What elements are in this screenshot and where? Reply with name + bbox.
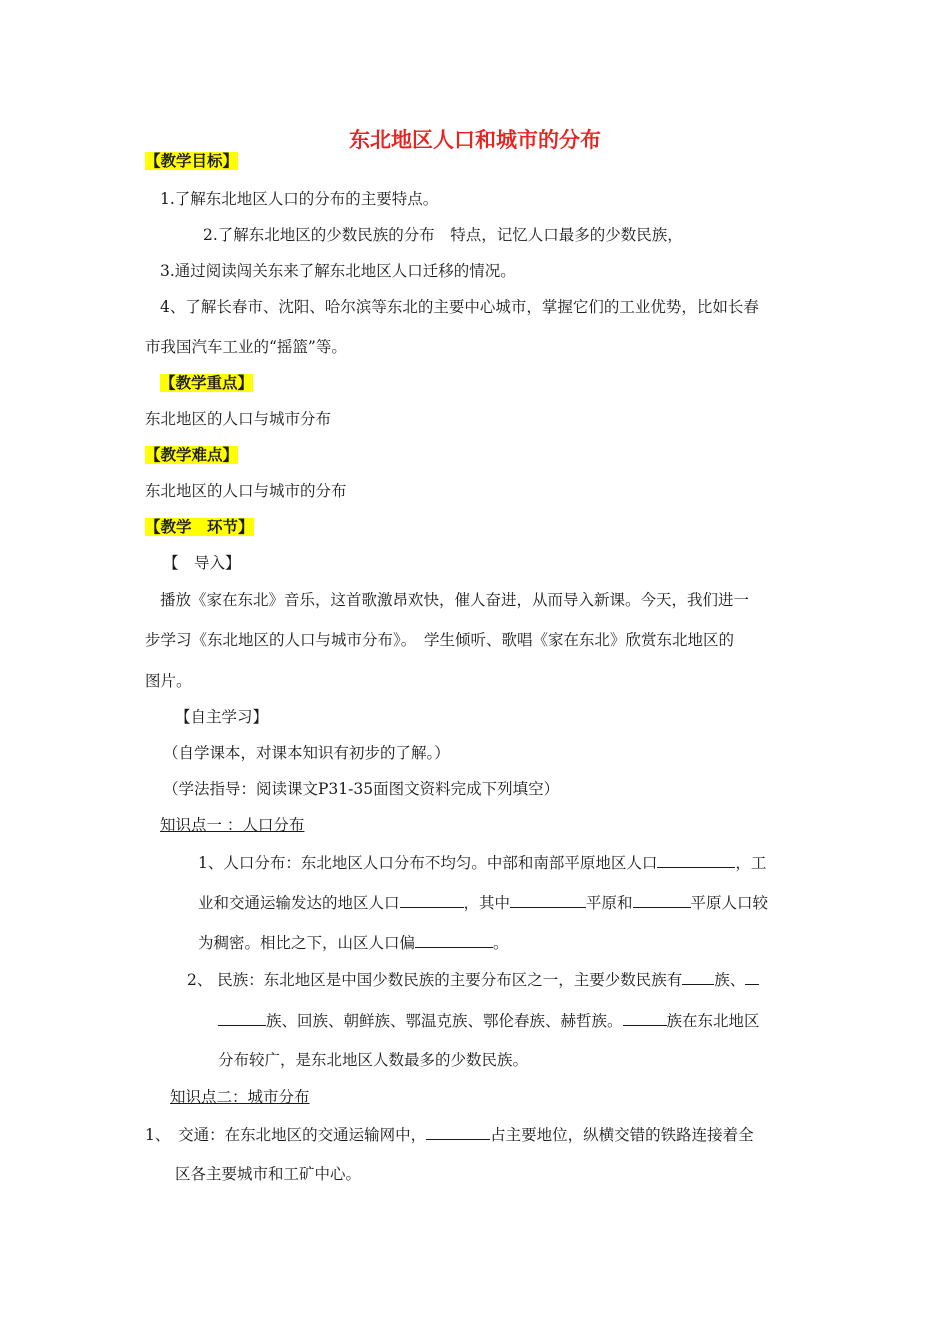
- objective-4-line2: 市我国汽车工业的“摇篮”等。: [145, 338, 347, 356]
- kp1-item1-text-c: 业和交通运输发达的地区人口: [198, 894, 400, 912]
- fill-blank[interactable]: [623, 1010, 667, 1026]
- kp1-item1-line1: [198, 852, 766, 873]
- fill-blank[interactable]: [745, 969, 759, 985]
- knowledge-point-2-heading: 知识点二：城市分布: [170, 1088, 310, 1106]
- kp1-item2-line3: 分布较广，是东北地区人数最多的少数民族。: [218, 1051, 529, 1069]
- kp1-item1-text-b: ，工: [735, 854, 767, 872]
- intro-line-2: 步学习《东北地区的人口与城市分布》。 学生倾听、歌唱《家在东北》欣赏东北地区的: [145, 631, 735, 649]
- fill-blank[interactable]: [415, 932, 493, 948]
- kp1-item2-text-b: 族、: [714, 971, 746, 989]
- intro-line-1: 播放《家在东北》音乐，这首歌激昂欢快，催人奋进，从而导入新课。今天，我们进一: [160, 591, 750, 609]
- kp1-item1-text-d: ，其中: [463, 894, 511, 912]
- difficult-heading-text: 【教学难点】: [145, 446, 239, 464]
- self-study-note-2: （学法指导：阅读课文P31-35面图文资料完成下列填空）: [163, 780, 560, 798]
- kp2-item1-text-b: 占主要地位，纵横交错的铁路连接着全: [490, 1126, 754, 1144]
- objective-1: 1.了解东北地区人口的分布的主要特点。: [160, 190, 439, 208]
- kp1-item1-line3: [198, 932, 509, 953]
- process-heading: [145, 517, 254, 537]
- kp1-item2-text-d: 族在东北地区: [666, 1012, 760, 1030]
- document-title: 东北地区人口和城市的分布: [349, 128, 601, 152]
- kp1-item1-text-e: 平原和: [586, 894, 633, 912]
- fill-blank[interactable]: [510, 892, 586, 908]
- kp1-item1-text-g: 为稠密。相比之下，山区人口偏: [198, 934, 416, 952]
- intro-line-3: 图片。: [145, 672, 192, 690]
- process-heading-text: 【教学 环节】: [145, 518, 254, 536]
- fill-blank[interactable]: [657, 852, 735, 868]
- fill-blank[interactable]: [426, 1124, 490, 1140]
- kp2-item1-text-a: 1、 交通：在东北地区的交通运输网中，: [145, 1126, 427, 1144]
- knowledge-point-1-heading: 知识点一 ：人口分布: [160, 816, 305, 834]
- objectives-heading: [145, 151, 238, 171]
- kp2-item1-line2: 区各主要城市和工矿中心。: [175, 1165, 362, 1183]
- kp1-item1-line2: [198, 892, 768, 913]
- kp1-item1-text-h: 。: [493, 934, 509, 952]
- kp1-item2-text-a: 2、 民族：东北地区是中国少数民族的主要分布区之一，主要少数民族有: [187, 971, 683, 989]
- difficult-heading: [145, 445, 238, 465]
- kp2-item1-line1: [145, 1124, 754, 1145]
- key-text: 东北地区的人口与城市分布: [145, 410, 332, 428]
- difficult-text: 东北地区的人口与城市的分布: [145, 482, 347, 500]
- fill-blank[interactable]: [218, 1010, 266, 1026]
- key-heading: [160, 373, 253, 393]
- objective-4-line1: 4、了解长春市、沈阳、哈尔滨等东北的主要中心城市，掌握它们的工业优势，比如长春: [160, 298, 759, 316]
- fill-blank[interactable]: [400, 892, 464, 908]
- self-study-heading: 【自主学习】: [175, 708, 269, 726]
- key-heading-text: 【教学重点】: [160, 374, 254, 392]
- kp1-item2-line1: [187, 969, 759, 990]
- objective-2: 2.了解东北地区的少数民族的分布 特点，记忆人口最多的少数民族，: [203, 226, 683, 244]
- intro-heading: 【 导入】: [163, 554, 241, 572]
- objective-3: 3.通过阅读闯关东来了解东北地区人口迁移的情况。: [160, 262, 516, 280]
- fill-blank[interactable]: [633, 892, 691, 908]
- kp1-item1-text-f: 平原人口较: [690, 894, 769, 912]
- self-study-note-1: （自学课本，对课本知识有初步的了解。）: [163, 744, 450, 762]
- objectives-heading-text: 【教学目标】: [145, 152, 239, 170]
- kp1-item2-text-c: 族、回族、朝鲜族、鄂温克族、鄂伦春族、赫哲族。: [266, 1012, 623, 1030]
- fill-blank[interactable]: [682, 969, 714, 985]
- kp1-item2-line2: [218, 1010, 760, 1031]
- kp1-item1-text-a: 1、人口分布：东北地区人口分布不均匀。中部和南部平原地区人口: [198, 854, 658, 872]
